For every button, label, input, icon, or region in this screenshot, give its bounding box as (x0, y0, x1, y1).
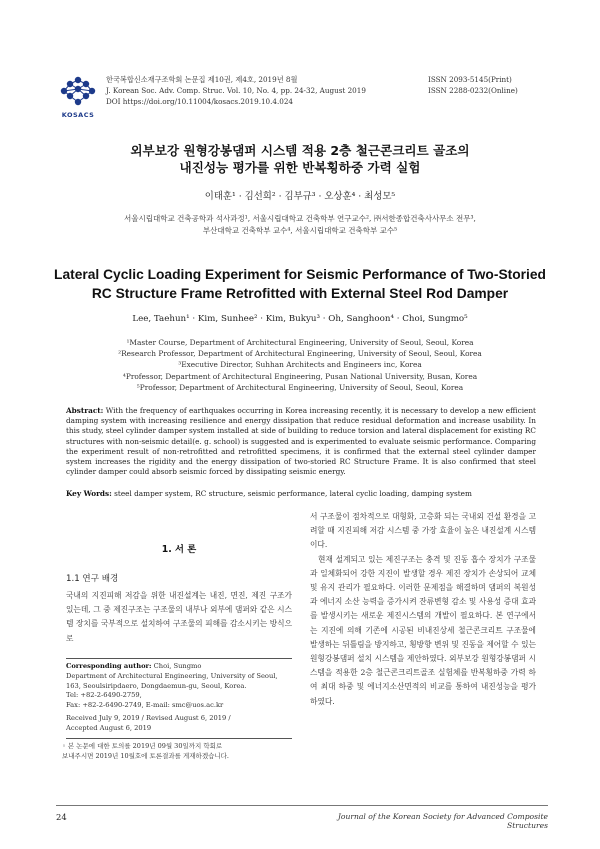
issn-block (428, 74, 578, 96)
journal-header (106, 74, 386, 107)
keywords (66, 489, 536, 499)
kosacs-logo-icon (58, 74, 98, 110)
footer-journal-name: Journal of the Korean Society for Advanced Composite Structures (337, 812, 548, 830)
subsection-title: 1.1 연구 배경 (66, 574, 119, 584)
corr-line2: 163, Seoulsiripdaero, Dongdaemun-gu, Seoul, Korea. (66, 681, 247, 690)
kosacs-logo-text: KOSACS (61, 111, 95, 119)
affiliations-ko (40, 213, 560, 237)
discussion-note (62, 742, 294, 761)
keywords-text: steel damper system, RC structure, seismic performance, lateral cyclic loading, damping system (114, 489, 472, 498)
keywords-label: Key Words: (66, 489, 112, 498)
journal-name-ko: 한국복합신소재구조학회 논문집 제10권, 제4호, 2019년 8월 (106, 75, 298, 84)
authors-ko: 이태훈¹ · 김선희² · 김부규³ · 오상훈⁴ · 최성모⁵ (204, 191, 396, 202)
paragraph: 현재 설계되고 있는 제진구조는 충격 및 진동 흡수 장치가 구조물과 일체화되어 강한 지진이 발생할 경우 제진 장치가 손상되어 교체 및 유지 관리가 필요하다. 이러한 문제점을 해결하며 댐퍼의 복원성과 에너지 소산 능력을 증가시켜 잔류변형 감소 및 사용성 증대 효과를 발생시키는 새로운 제진시스템의 개발이 필요하다. 본 연구에서는 지진에 의해 기존에 시공된 비내진상세 철근콘크리트 구조물에 발생하는 뒤틀림을 방지하고, 횡방향 변위 및 진동을 제어할 수 있는 원형강봉댐퍼 설치 시스템을 제안하였다. 외부보강 원형강봉댐퍼 시스템을 적용한 2층 철근콘크리트골조 실험체를 반복횡하중 가력 하여 최대 하중 및 에너지소산면적의 비교를 통하여 내진성능을 평가하였다. (310, 554, 536, 706)
title-en-line2: RC Structure Frame Retrofitted with External Steel Rod Damper (91, 286, 509, 301)
note-line2: 보내주시면 2019년 10월호에 토론결과를 게재하겠습니다. (62, 751, 230, 760)
affiliations-en (60, 337, 540, 393)
doi-link[interactable]: DOI https://doi.org/10.11004/kosacs.2019.10.4.024 (106, 97, 293, 106)
affil-ko-line1: 서울시립대학교 건축공학과 석사과정¹, 서울시립대학교 건축학부 연구교수², ㈜서한종합건축사사무소 전무³, (124, 214, 476, 223)
abstract-text: With the frequency of earthquakes occurring in Korea increasing recently, it is necessary to develop a new efficient damping system with increasing resilience and energy dissipation that reduce residual deformation and increase usability. In this study, steel cylinder damper system installed at side of building to reduce torsion and lateral displacement for existing RC structures with non-seismic detail(e. g. school) is suggested and is experimented to evaluate seismic performance. Comparing the experiment result of non-retrofitted and retrofitted specimens, it is confirmed that the external steel cylinder damper system increases the rigidity and the energy dissipation of two-storied RC Structure Frame. It is also confirmed that steel cylinder damper could absorb seismic forced by dissipating seismic energy. (66, 406, 536, 477)
affil-en-item: ⁴Professor, Department of Architectural Engineering, Pusan National University, Busan, Korea (122, 371, 478, 381)
title-ko (40, 142, 560, 176)
received-line1: Received July 9, 2019 / Revised August 6, 2019 / (66, 714, 231, 722)
affil-en-item: ⁵Professor, Department of Architectural Engineering, University of Seoul, Seoul, Korea (136, 382, 464, 392)
title-ko-line1: 외부보강 원형강봉댐퍼 시스템 적용 2층 철근콘크리트 골조의 (130, 143, 470, 158)
received-dates (66, 714, 292, 734)
note-line1: ◦ 본 논문에 대한 토의를 2019년 09월 30일까지 학회로 (62, 742, 223, 750)
affil-en-item: ²Research Professor, Department of Architectural Engineering, University of Seoul, Seoul, Korea (118, 349, 482, 359)
authors-en: Lee, Taehun¹ · Kim, Sunhee² · Kim, Bukyu³ · Oh, Sanghoon⁴ · Choi, Sungmo⁵ (132, 314, 468, 324)
title-ko-line2: 내진성능 평가를 위한 반복횡하중 가력 실험 (179, 160, 421, 175)
journal-citation: J. Korean Soc. Adv. Comp. Struc. Vol. 10, No. 4, pp. 24-32, August 2019 (106, 86, 366, 95)
section-title: 1. 서 론 (161, 544, 197, 555)
issn-online: ISSN 2288-0232(Online) (428, 86, 518, 95)
footnote-divider (66, 658, 292, 659)
corr-name: Choi, Sungmo (153, 662, 202, 670)
affil-ko-line2: 부산대학교 건축학부 교수⁴, 서울시립대학교 건축학부 교수⁵ (202, 226, 398, 235)
corr-fax-email[interactable]: Fax: +82-2-6490-2749, E-mail: smc@uos.ac.kr (66, 701, 224, 710)
page-number: 24 (56, 812, 67, 822)
abstract (66, 406, 536, 477)
body-left-column: 국내의 지진피해 저감을 위한 내진설계는 내진, 면진, 제진 구조가 있는데, 그 중 제진구조는 구조물의 내부나 외부에 댐퍼와 같은 시스템 장치를 국부적으로 설치하여 구조물의 피해를 감소시키는 방식으로 (66, 591, 292, 643)
paragraph: 서 구조물이 점차적으로 대형화, 고층화 되는 국내외 건설 환경을 고려할 때 지진피해 저감 시스템 중 가장 효율이 높은 내진설계 시스템이다. (310, 512, 536, 550)
title-en-line1: Lateral Cyclic Loading Experiment for Seismic Performance of Two-Storied (54, 267, 546, 282)
footer-divider (56, 805, 548, 806)
abstract-label: Abstract: (66, 406, 104, 415)
correspondence-block (66, 662, 292, 711)
issn-print: ISSN 2093-5145(Print) (428, 75, 512, 84)
corr-label: Corresponding author: (66, 662, 152, 670)
affil-en-item: ¹Master Course, Department of Architectural Engineering, University of Seoul, Seoul, Korea (126, 338, 474, 347)
title-en (40, 265, 560, 303)
corr-line1: Department of Architectural Engineering, University of Seoul, (66, 671, 278, 680)
received-line2: Accepted August 6, 2019 (66, 723, 152, 732)
note-divider (66, 738, 292, 739)
affil-en-item: ³Executive Director, Suhhan Architects and Engineers inc, Korea (178, 360, 422, 370)
corr-tel: Tel: +82-2-6490-2759, (66, 691, 142, 700)
body-right-column (310, 510, 536, 709)
